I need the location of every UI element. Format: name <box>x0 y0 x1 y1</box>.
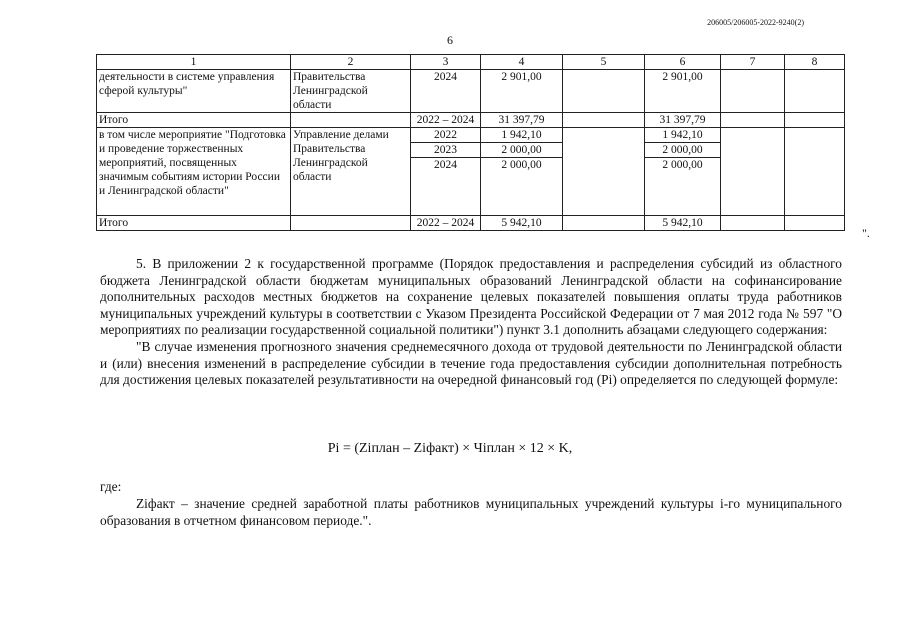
col-number: 3 <box>411 55 481 70</box>
cell-activity: Итого <box>97 113 291 128</box>
cell-regional: 2 901,00 <box>645 70 721 113</box>
cell-year: 2023 <box>411 143 481 158</box>
cell-activity: Итого <box>97 216 291 231</box>
col-number: 1 <box>97 55 291 70</box>
cell-total: 5 942,10 <box>481 216 563 231</box>
paragraph-amendment: 5. В приложении 2 к государственной программе (Порядок предоставления и распределения субсидий из областного бюджета Ленинградской области бюджетам муниципальных образований Ленинградской области на софинансирование дополнительных расходов местных бюджетов на сохранение целевых показателей повышения оплаты труда работников муниципальных учреждений культуры в соответствии с Указом Президента Российской Федерации от 7 мая 2012 года № 597 "О мероприятиях по реализации государственной социальной политики") пункт 3.1 дополнить абзацами следующего содержания: <box>100 256 842 338</box>
definition-text: Ziфакт – значение средней заработной платы работников муниципальных учреждений культуры i-го муниципального образования в отчетном финансовом периоде.". <box>100 496 842 528</box>
cell-activity: в том числе мероприятие "Подготовка и проведение торжественных мероприятий, посвященных значимым событиям истории России и Ленинградской области" <box>97 128 291 216</box>
cell-local <box>721 113 785 128</box>
paragraph-subsidy-rule: "В случае изменения прогнозного значения среднемесячного дохода от трудовой деятельности по Ленинградской области и (или) внесения изменений в распределение субсидии в течение года предоставления субсидии дополнительная потребность для достижения целевых показателей результативности на очередной финансовый год (Pi) определяется по следующей формуле: <box>100 338 842 388</box>
cell-year: 2022 – 2024 <box>411 216 481 231</box>
cell-total: 31 397,79 <box>481 113 563 128</box>
col-number: 4 <box>481 55 563 70</box>
cell-year: 2024 <box>411 158 481 216</box>
cell-activity: деятельности в системе управления сферой культуры" <box>97 70 291 113</box>
cell-year: 2022 – 2024 <box>411 113 481 128</box>
cell-local <box>721 70 785 113</box>
cell-executor: Правительства Ленинградской области <box>291 70 411 113</box>
cell-other <box>785 70 845 113</box>
cell-federal <box>563 128 645 216</box>
table-row <box>97 70 845 113</box>
cell-total: 2 000,00 <box>481 158 563 216</box>
cell-regional: 31 397,79 <box>645 113 721 128</box>
cell-executor <box>291 113 411 128</box>
cell-regional: 5 942,10 <box>645 216 721 231</box>
col-number: 7 <box>721 55 785 70</box>
cell-executor <box>291 216 411 231</box>
table-row-total <box>97 216 845 231</box>
cell-federal <box>563 216 645 231</box>
cell-executor: Управление делами Правительства Ленинградской области <box>291 128 411 216</box>
col-number: 5 <box>563 55 645 70</box>
cell-local <box>721 128 785 216</box>
doc-id: 206005/206005-2022-9240(2) <box>707 18 804 27</box>
where-label: где: <box>100 479 122 494</box>
cell-other <box>785 113 845 128</box>
cell-year: 2024 <box>411 70 481 113</box>
table-header-row <box>97 55 845 70</box>
budget-table <box>96 54 845 231</box>
cell-regional: 1 942,10 <box>645 128 721 143</box>
table-row-total <box>97 113 845 128</box>
cell-total: 2 901,00 <box>481 70 563 113</box>
cell-total: 1 942,10 <box>481 128 563 143</box>
col-number: 2 <box>291 55 411 70</box>
cell-federal <box>563 113 645 128</box>
col-number: 8 <box>785 55 845 70</box>
definition <box>100 496 842 529</box>
formula: Pi = (Ziплан – Ziфакт) × Чiплан × 12 × K, <box>327 441 573 456</box>
col-number: 6 <box>645 55 721 70</box>
page-number: 6 <box>447 33 453 47</box>
cell-regional: 2 000,00 <box>645 158 721 216</box>
cell-regional: 2 000,00 <box>645 143 721 158</box>
cell-federal <box>563 70 645 113</box>
cell-other <box>785 128 845 216</box>
cell-total: 2 000,00 <box>481 143 563 158</box>
cell-year: 2022 <box>411 128 481 143</box>
body-text <box>100 256 842 389</box>
closing-quote: ". <box>862 226 870 240</box>
cell-other <box>785 216 845 231</box>
cell-local <box>721 216 785 231</box>
table-row <box>97 128 845 143</box>
